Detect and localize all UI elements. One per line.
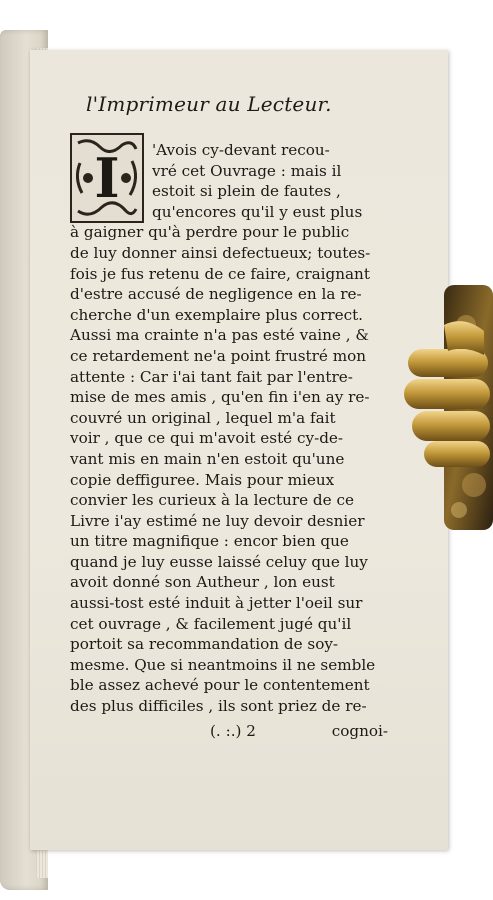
text-line: estoit si plein de fautes , — [152, 182, 341, 201]
text-line: mise de mes amis , qu'en fin i'en ay re- — [70, 388, 370, 407]
body-text — [70, 140, 388, 717]
text-line: Aussi ma crainte n'a pas esté vaine , & — [70, 326, 369, 345]
text-line: des plus difficiles , ils sont priez de re- — [70, 697, 367, 716]
text-line: aussi-tost esté induit à jetter l'oeil sur — [70, 594, 363, 613]
text-line: ble assez achevé pour le contentement — [70, 676, 370, 695]
text-line: d'estre accusé de negligence en la re- — [70, 285, 362, 304]
text-line: à gaigner qu'à perdre pour le public — [70, 223, 350, 242]
signature-mark: (. :.) 2 — [210, 722, 256, 740]
text-line: vré cet Ouvrage : mais il — [152, 161, 342, 180]
text-line: un titre magnifique : encor bien que — [70, 532, 349, 551]
text-line: ce retardement ne'a point frustré mon — [70, 346, 367, 365]
text-line: fois je fus retenu de ce faire, craignant — [70, 264, 370, 283]
text-line: de luy donner ainsi defectueux; toutes- — [70, 243, 371, 262]
text-line: Livre i'ay estimé ne luy devoir desnier — [70, 511, 365, 530]
page-header: l'Imprimeur au Lecteur. — [86, 92, 332, 116]
text-line: voir , que ce qui m'avoit esté cy-de- — [70, 429, 344, 448]
text-line: 'Avois cy-devant recou- — [152, 141, 330, 159]
text-line: vant mis en main n'en estoit qu'une — [70, 449, 345, 468]
initial-letter: I — [94, 146, 120, 210]
text-line: copie deffiguree. Mais pour mieux — [70, 470, 335, 489]
gold-hand-icon — [404, 285, 493, 530]
text-line: portoit sa recommandation de soy- — [70, 635, 339, 654]
text-line: cherche d'un exemplaire plus correct. — [70, 305, 364, 324]
text-line: quand je luy eusse laissé celuy que luy — [70, 552, 368, 571]
text-line: avoit donné son Autheur , lon eust — [70, 573, 335, 592]
text-line: couvré un original , lequel m'a fait — [70, 408, 336, 427]
text-line: qu'encores qu'il y eust plus — [152, 202, 363, 221]
page-footer — [70, 722, 388, 746]
text-line: cet ouvrage , & facilement jugé qu'il — [70, 614, 352, 633]
text-line: mesme. Que si neantmoins il ne semble — [70, 655, 376, 674]
catchword: cognoi- — [331, 722, 388, 740]
text-line: attente : Car i'ai tant fait par l'entre- — [70, 367, 353, 386]
text-line: convier les curieux à la lecture de ce — [70, 491, 354, 510]
